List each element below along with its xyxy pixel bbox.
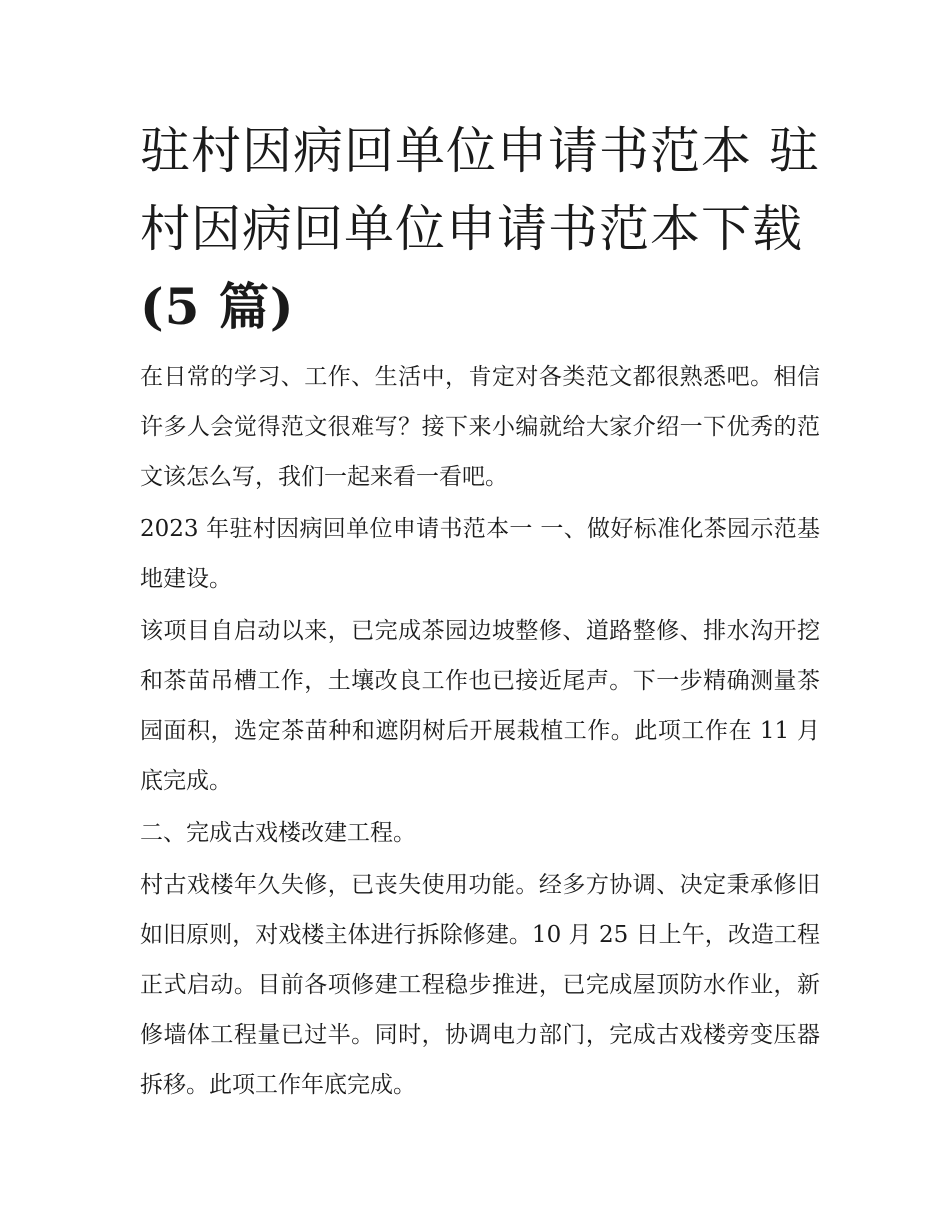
paragraph-intro: 在日常的学习、工作、生活中，肯定对各类范文都很熟悉吧。相信许多人会觉得范文很难写？接下来小编就给大家介绍一下优秀的范文该怎么写，我们一起来看一看吧。 [140,364,820,490]
title-line-2: 村因病回单位申请书范本下载 [140,200,803,258]
title-line-1: 驻村因病回单位申请书范本 驻 [140,122,820,180]
paragraph-section-one-heading: 2023 年驻村因病回单位申请书范本一 一、做好标准化茶园示范基地建设。 [140,516,820,592]
paragraph-opera-stage: 村古戏楼年久失修，已丧失使用功能。经多方协调、决定秉承修旧如旧原则，对戏楼主体进行拆除修建。10 月 25 日上午，改造工程正式启动。目前各项修建工程稳步推进，已完成屋顶防水作业，新修墙体工程量已过半。同时，协调电力部门，完成古戏楼旁变压器拆移。此项工作年底完成。 [140,872,820,1098]
paragraph-section-two-heading: 二、完成古戏楼改建工程。 [140,820,416,846]
document-body [140,352,820,1112]
title-line-3: (5 篇) [140,277,295,336]
document-title [140,112,820,346]
paragraph-tea-garden: 该项目自启动以来，已完成茶园边坡整修、道路整修、排水沟开挖和茶苗吊槽工作，土壤改良工作也已接近尾声。下一步精确测量茶园面积，选定茶苗种和遮阴树后开展栽植工作。此项工作在 11 月底完成。 [140,618,820,794]
